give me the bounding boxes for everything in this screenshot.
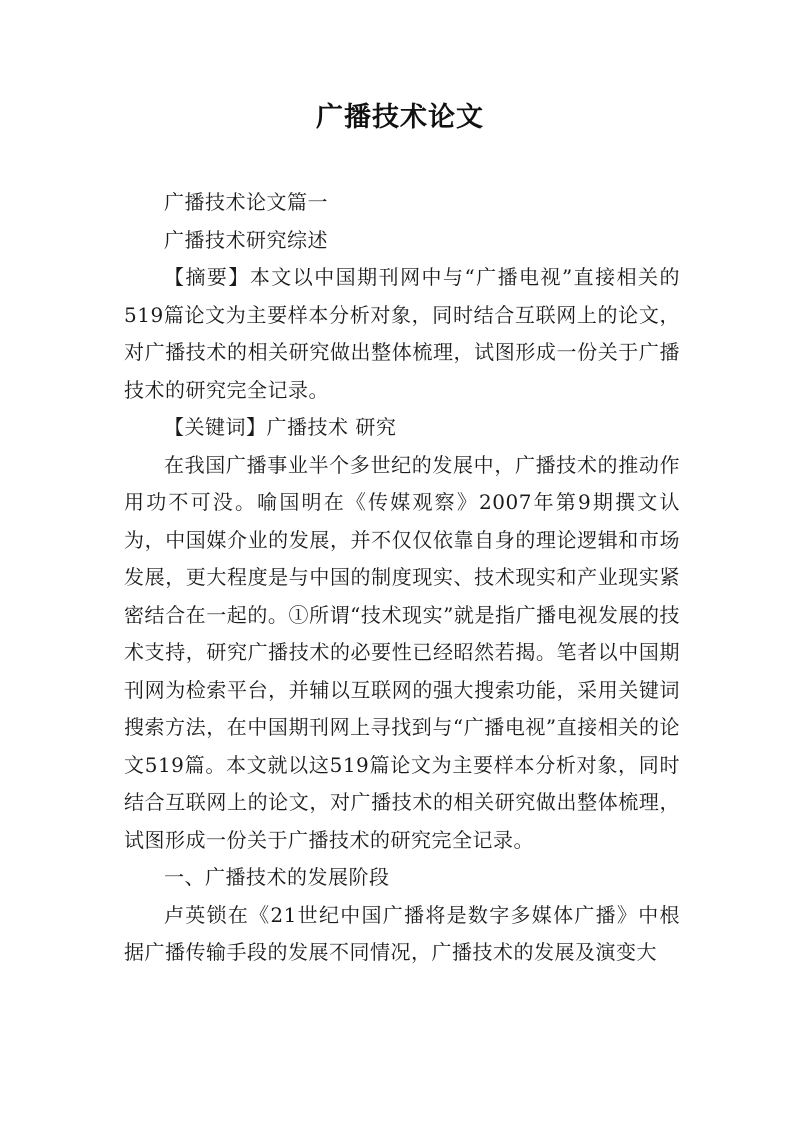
intro-paragraph: 在我国广播事业半个多世纪的发展中，广播技术的推动作用功不可没。喻国明在《传媒观察》2007年第9期撰文认为，中国媒介业的发展，并不仅仅依靠自身的理论逻辑和市场发展，更大程度是与中国的制度现实、技术现实和产业现实紧密结合在一起的。①所谓“技术现实”就是指广播电视发展的技术支持，研究广播技术的必要性已经昭然若揭。笔者以中国期刊网为检索平台，并辅以互联网的强大搜索功能，采用关键词搜索方法，在中国期刊网上寻找到与“广播电视”直接相关的论文519篇。本文就以这519篇论文为主要样本分析对象，同时结合互联网上的论文，对广播技术的相关研究做出整体梳理，试图形成一份关于广播技术的研究完全记录。 bbox=[124, 452, 680, 852]
document-body bbox=[124, 184, 680, 972]
abstract-paragraph: 【摘要】本文以中国期刊网中与“广播电视”直接相关的519篇论文为主要样本分析对象，同时结合互联网上的论文，对广播技术的相关研究做出整体梳理，试图形成一份关于广播技术的研究完全记录。 bbox=[124, 265, 680, 402]
article-title: 广播技术研究综述 bbox=[164, 227, 328, 252]
section-label: 广播技术论文篇一 bbox=[164, 190, 328, 214]
section-heading: 一、广播技术的发展阶段 bbox=[164, 865, 390, 889]
keywords-paragraph: 【关键词】广播技术 研究 bbox=[164, 415, 397, 439]
page-title: 广播技术论文 bbox=[316, 102, 484, 133]
section-paragraph: 卢英锁在《21世纪中国广播将是数字多媒体广播》中根据广播传输手段的发展不同情况，广播技术的发展及演变大 bbox=[124, 902, 680, 964]
